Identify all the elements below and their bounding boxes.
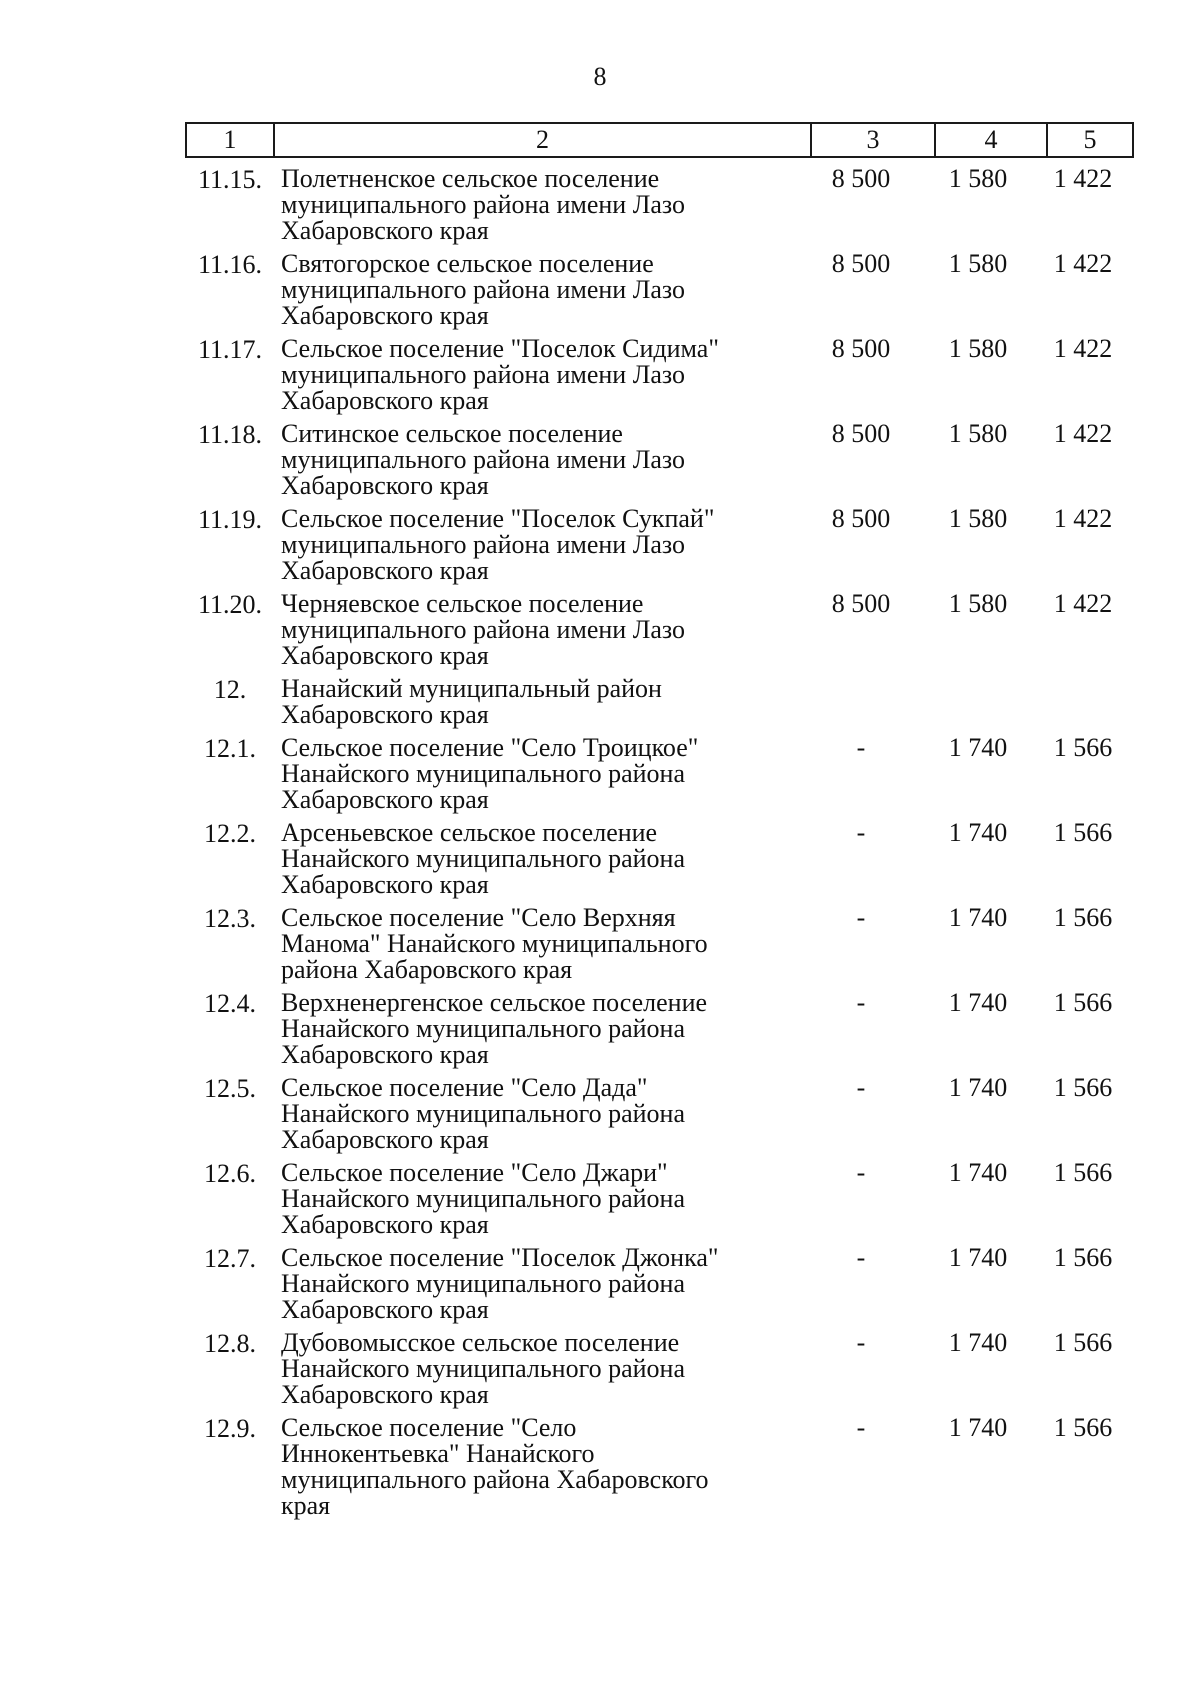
settlement-name: Святогорское сельское поселение муниципального района имени Лазо Хабаровского края — [281, 249, 685, 330]
table-row — [185, 1415, 1132, 1519]
row-number: 11.18. — [197, 420, 263, 449]
row-number: 12.7. — [204, 1244, 256, 1273]
column-header-row — [186, 123, 1133, 157]
value-column-5: 1 566 — [1053, 1073, 1113, 1102]
value-column-5: 1 422 — [1053, 589, 1113, 618]
value-column-5: 1 422 — [1053, 334, 1113, 363]
row-number: 12.6. — [204, 1159, 256, 1188]
value-column-3: - — [856, 1073, 866, 1102]
value-column-4: 1 580 — [948, 334, 1008, 363]
value-column-4: 1 580 — [948, 249, 1008, 278]
value-column-3: 8 500 — [831, 419, 891, 448]
value-column-5: 1 422 — [1053, 164, 1113, 193]
value-column-4: 1 740 — [948, 1328, 1008, 1357]
value-column-5: 1 566 — [1053, 1243, 1113, 1272]
column-header-1: 1 — [186, 123, 274, 157]
value-column-4: 1 580 — [948, 419, 1008, 448]
value-column-3: 8 500 — [831, 589, 891, 618]
table-row — [185, 1330, 1132, 1408]
table-row — [185, 1245, 1132, 1323]
value-column-5: 1 566 — [1053, 988, 1113, 1017]
row-number: 12.4. — [204, 989, 256, 1018]
table-row — [185, 676, 1132, 728]
column-header-2: 2 — [274, 123, 811, 157]
settlement-name: Ситинское сельское поселение муниципального района имени Лазо Хабаровского края — [281, 419, 685, 500]
column-header-5: 5 — [1047, 123, 1133, 157]
row-number: 12.3. — [204, 904, 256, 933]
table-row — [185, 166, 1132, 244]
value-column-4: 1 740 — [948, 988, 1008, 1017]
row-number: 11.20. — [197, 590, 263, 619]
page-number: 8 — [593, 62, 607, 91]
settlement-name: Полетненское сельское поселение муниципального района имени Лазо Хабаровского края — [281, 164, 685, 245]
value-column-3: 8 500 — [831, 504, 891, 533]
row-number: 11.15. — [197, 165, 263, 194]
value-column-5: 1 566 — [1053, 1158, 1113, 1187]
column-header-4: 4 — [935, 123, 1047, 157]
value-column-3: - — [856, 903, 866, 932]
value-column-5: 1 566 — [1053, 903, 1113, 932]
value-column-3: - — [856, 1413, 866, 1442]
value-column-3: - — [856, 988, 866, 1017]
table-row — [185, 735, 1132, 813]
value-column-4: 1 740 — [948, 1413, 1008, 1442]
table-row — [185, 990, 1132, 1068]
value-column-4: 1 580 — [948, 589, 1008, 618]
settlement-name: Арсеньевское сельское поселение Нанайского муниципального района Хабаровского края — [281, 818, 686, 899]
row-number: 11.19. — [197, 505, 263, 534]
column-header-3: 3 — [811, 123, 935, 157]
value-column-5: 1 422 — [1053, 504, 1113, 533]
table-row — [185, 1075, 1132, 1153]
value-column-4: 1 580 — [948, 164, 1008, 193]
value-column-4 — [922, 676, 1034, 728]
table-row — [185, 1160, 1132, 1238]
value-column-3: 8 500 — [831, 164, 891, 193]
value-column-3: - — [856, 1328, 866, 1357]
value-column-4: 1 740 — [948, 1243, 1008, 1272]
value-column-5: 1 566 — [1053, 1328, 1113, 1357]
value-column-5: 1 566 — [1053, 1413, 1113, 1442]
value-column-5: 1 422 — [1053, 249, 1113, 278]
value-column-5: 1 566 — [1053, 733, 1113, 762]
row-number: 12.5. — [204, 1074, 256, 1103]
settlement-name: Нанайский муниципальный район Хабаровского края — [281, 674, 662, 729]
settlement-name: Сельское поселение "Село Троицкое" Нанайского муниципального района Хабаровского края — [281, 733, 699, 814]
table-row — [185, 336, 1132, 414]
table-row — [185, 421, 1132, 499]
row-number: 11.16. — [197, 250, 263, 279]
row-number: 12.1. — [204, 734, 256, 763]
value-column-3: - — [856, 1158, 866, 1187]
value-column-3: 8 500 — [831, 249, 891, 278]
row-number: 12.2. — [204, 819, 256, 848]
row-number: 12. — [213, 675, 247, 704]
settlement-name: Дубовомысское сельское поселение Нанайского муниципального района Хабаровского края — [281, 1328, 686, 1409]
value-column-5: 1 566 — [1053, 818, 1113, 847]
value-column-4: 1 740 — [948, 1073, 1008, 1102]
value-column-3: - — [856, 733, 866, 762]
value-column-3: - — [856, 1243, 866, 1272]
table-row — [185, 591, 1132, 669]
settlement-name: Сельское поселение "Село Дада" Нанайского муниципального района Хабаровского края — [281, 1073, 686, 1154]
table-row — [185, 820, 1132, 898]
table-row — [185, 506, 1132, 584]
row-number: 11.17. — [197, 335, 263, 364]
value-column-4: 1 740 — [948, 1158, 1008, 1187]
value-column-3: 8 500 — [831, 334, 891, 363]
row-number: 12.8. — [204, 1329, 256, 1358]
settlement-name: Черняевское сельское поселение муниципального района имени Лазо Хабаровского края — [281, 589, 685, 670]
row-number: 12.9. — [204, 1414, 256, 1443]
value-column-4: 1 580 — [948, 504, 1008, 533]
settlement-name: Сельское поселение "Поселок Джонка" Нанайского муниципального района Хабаровского края — [281, 1243, 719, 1324]
settlement-name: Верхненергенское сельское поселение Нанайского муниципального района Хабаровского края — [281, 988, 708, 1069]
table-row — [185, 251, 1132, 329]
value-column-4: 1 740 — [948, 903, 1008, 932]
table-body — [185, 166, 1132, 1526]
value-column-3 — [800, 676, 922, 728]
settlement-name: Сельское поселение "Село Иннокентьевка" Нанайского муниципального района Хабаровского края — [281, 1413, 709, 1520]
settlement-name: Сельское поселение "Село Верхняя Манома" Нанайского муниципального района Хабаровского края — [281, 903, 708, 984]
value-column-3: - — [856, 818, 866, 847]
settlement-name: Сельское поселение "Село Джари" Нанайского муниципального района Хабаровского края — [281, 1158, 686, 1239]
value-column-4: 1 740 — [948, 733, 1008, 762]
value-column-5 — [1034, 676, 1132, 728]
table-row — [185, 905, 1132, 983]
column-header-table — [185, 122, 1134, 158]
settlement-name: Сельское поселение "Поселок Сидима" муниципального района имени Лазо Хабаровского края — [281, 334, 719, 415]
settlement-name: Сельское поселение "Поселок Сукпай" муниципального района имени Лазо Хабаровского края — [281, 504, 715, 585]
value-column-4: 1 740 — [948, 818, 1008, 847]
value-column-5: 1 422 — [1053, 419, 1113, 448]
